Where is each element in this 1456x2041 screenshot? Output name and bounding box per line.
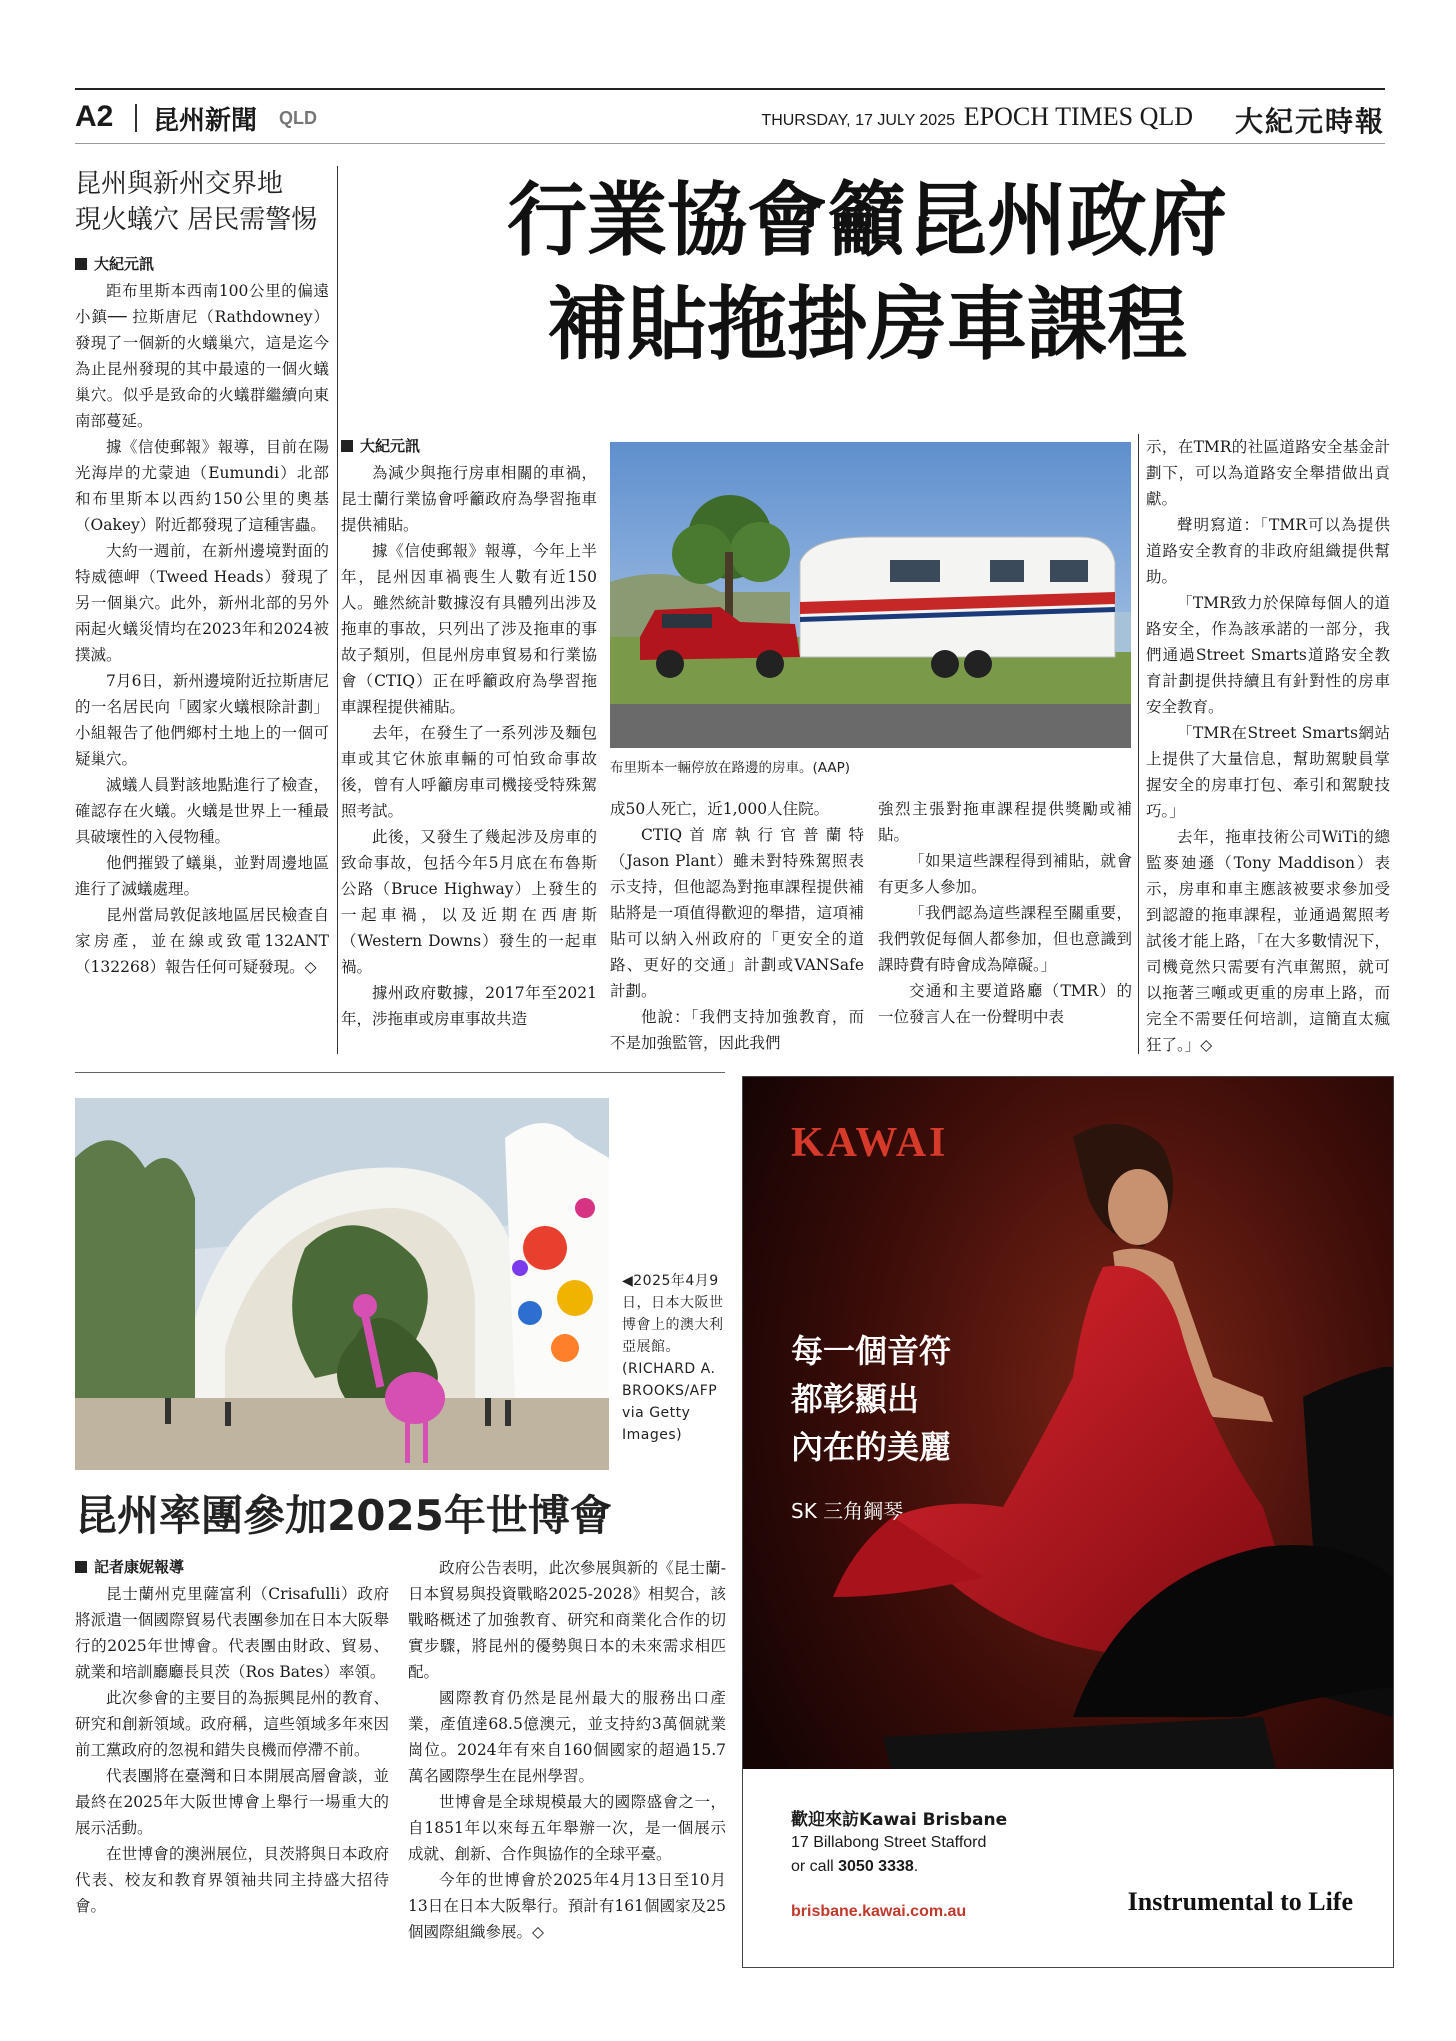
sidebar-body <box>75 278 329 980</box>
section-divider <box>75 1072 725 1073</box>
ad-tagline-line-1: 每一個音符 <box>791 1332 952 1370</box>
rv-photo-caption: 布里斯本一輛停放在路邊的房車。(AAP) <box>610 760 851 776</box>
sidebar-paragraph: 他們摧毀了蟻巢，並對周邊地區進行了滅蟻處理。 <box>75 854 329 898</box>
main-paragraph: 去年，拖車技術公司WiTi的總監麥廸遜（Tony Maddison）表示，房車和車主應該被要求參加受到認證的拖車課程，並通過駕照考試後才能上路，「在大多數情況下，司機竟然只需要有汽車駕照，就可以拖著三噸或更重的房車上路，而完全不需要任何培訓，這簡直太瘋狂了。」◇ <box>1146 828 1390 1054</box>
sidebar-paragraph: 據《信使郵報》報導，目前在陽光海岸的尤蒙迪（Eumundi）北部和布里斯本以西約150公里的奧基（Oakey）附近都發現了這種害蟲。 <box>75 438 329 534</box>
ad-street: 17 Billabong Street Stafford <box>791 1834 987 1851</box>
ad-tagline <box>791 1327 1051 1471</box>
main-paragraph: 「如果這些課程得到補貼，就會有更多人參加。 <box>878 852 1132 896</box>
header-separator <box>135 104 137 132</box>
sidebar-headline-line-1: 昆州與新州交界地 <box>75 169 284 199</box>
main-paragraph: 此後，又發生了幾起涉及房車的致命事故，包括今年5月底在布魯斯公路（Bruce Highway）上發生的一起車禍，以及近期在西唐斯（Western Downs）發生的一起車禍。 <box>341 828 597 976</box>
expo-paragraph: 政府公告表明，此次參展與新的《昆士蘭-日本貿易與投資戰略2025-2028》相契合，該戰略概述了加強教育、研究和商業化合作的切實步驟，將昆州的優勢與日本的未來需求相匹配。 <box>408 1559 726 1681</box>
ad-phone-suffix: . <box>913 1858 919 1875</box>
main-paragraph: 去年，在發生了一系列涉及麵包車或其它休旅車輛的可怕致命事故後，曾有人呼籲房車司機接受特殊駕照考試。 <box>341 724 597 820</box>
sidebar-paragraph: 昆州當局敦促該地區居民檢查自家房產，並在線或致電132ANT（132268）報告任何可疑發現。◇ <box>75 906 329 976</box>
page-header <box>75 100 1385 136</box>
ad-contact-panel <box>743 1769 1393 1967</box>
header-top-rule <box>75 88 1385 90</box>
ad-slogan: Instrumental to Life <box>1127 1887 1353 1916</box>
ad-tagline-line-2: 都彰顯出 <box>791 1380 920 1418</box>
main-paragraph: 據州政府數據，2017年至2021年，涉拖車或房車事故共造 <box>341 984 597 1028</box>
rv-photo <box>610 442 1131 748</box>
sidebar-paragraph: 滅蟻人員對該地點進行了檢查，確認存在火蟻。火蟻是世界上一種最具破壞性的入侵物種。 <box>75 776 329 846</box>
ad-phone-prefix: or call <box>791 1858 839 1875</box>
ad-website-link[interactable]: brisbane.kawai.com.au <box>791 1903 967 1920</box>
sidebar-byline: 大紀元訊 <box>75 252 154 276</box>
column-rule <box>337 166 338 1054</box>
sidebar-paragraph: 距布里斯本西南100公里的偏遠小鎮── 拉斯唐尼（Rathdowney）發現了一個新的火蟻巢穴，這是迄今為止昆州發現的其中最遠的一個火蟻巢穴。似乎是致命的火蟻群繼續向東南部蔓延。 <box>75 282 329 430</box>
main-column-3 <box>878 796 1132 1030</box>
main-paragraph: 聲明寫道：「TMR可以為提供道路安全教育的非政府組織提供幫助。 <box>1146 516 1390 586</box>
main-paragraph: 「我們認為這些課程至關重要，我們敦促每個人都參加，但也意識到課時費有時會成為障礙。」 <box>878 904 1132 974</box>
ad-phone-line <box>791 1855 1051 1879</box>
main-byline: 大紀元訊 <box>341 434 420 458</box>
issue-date: THURSDAY, 17 JULY 2025 <box>761 112 955 129</box>
header-bottom-rule <box>75 143 1385 144</box>
expo-photo-illustration <box>75 1098 609 1470</box>
masthead-english: EPOCH TIMES QLD <box>963 102 1193 131</box>
sidebar-paragraph: 大約一週前，在新州邊境對面的特威德岬（Tweed Heads）發現了另一個巢穴。此外，新州北部的另外兩起火蟻災情均在2023年和2024被撲滅。 <box>75 542 329 664</box>
main-column-4 <box>1146 434 1390 1058</box>
sidebar-headline <box>75 166 335 238</box>
ad-tagline-line-3: 內在的美麗 <box>791 1428 952 1466</box>
main-paragraph: 「TMR致力於保障每個人的道路安全，作為該承諾的一部分，我們通過Street Smarts道路安全教育計劃提供持續且有針對性的房車安全教育。 <box>1146 594 1390 716</box>
ad-piano-model: SK 三角鋼琴 <box>791 1499 904 1523</box>
main-paragraph-continued: 成50人死亡，近1,000人住院。 <box>610 800 830 818</box>
expo-paragraph: 今年的世博會於2025年4月13日至10月13日在日本大阪舉行。預計有161個國家及25個國際組織參展。◇ <box>408 1871 726 1941</box>
ad-phone[interactable]: 3050 3338 <box>838 1858 914 1875</box>
kawai-advertisement[interactable] <box>742 1076 1394 1968</box>
expo-column-1 <box>75 1581 389 1919</box>
region-tag: QLD <box>279 108 317 128</box>
expo-photo-caption: ◀2025年4月9日，日本大阪世博會上的澳大利亞展館。(RICHARD A. BROOKS/AFP via Getty Images) <box>622 1273 724 1443</box>
expo-paragraph: 昆士蘭州克里薩富利（Crisafulli）政府將派遣一個國際貿易代表團參加在日本大阪舉行的2025年世博會。代表團由財政、貿易、就業和培訓廳廳長貝茨（Ros Bates）率領。 <box>75 1585 389 1681</box>
main-paragraph: 「TMR在Street Smarts網站上提供了大量信息，幫助駕駛員掌握安全的房車打包、牽引和駕駛技巧。」 <box>1146 724 1390 820</box>
expo-paragraph: 國際教育仍然是昆州最大的服務出口產業，產值達68.5億澳元，並支持約3萬個就業崗位。2024年有來自160個國家的超過15.7萬名國際學生在昆州學習。 <box>408 1689 726 1785</box>
page-number: A2 <box>75 100 114 133</box>
expo-byline: 記者康妮報導 <box>75 1555 184 1579</box>
section-name: 昆州新聞 <box>153 106 258 136</box>
expo-paragraph: 此次參會的主要目的為振興昆州的教育、研究和創新領域。政府稱，這些領域多年來因前工黨政府的忽視和錯失良機而停滯不前。 <box>75 1689 389 1759</box>
expo-photo <box>75 1098 609 1470</box>
main-paragraph: 交通和主要道路廳（TMR）的一位發言人在一份聲明中表 <box>878 982 1132 1026</box>
main-column-2 <box>610 796 864 1056</box>
rv-photo-illustration <box>610 442 1131 748</box>
expo-column-2 <box>408 1555 726 1945</box>
main-paragraph: 他說：「我們支持加強教育，而不是加強監管，因此我們 <box>610 1008 864 1052</box>
sidebar-headline-line-2: 現火蟻穴 居民需警惕 <box>75 205 318 235</box>
main-paragraph: CTIQ首席執行官普蘭特（Jason Plant）雖未對特殊駕照表示支持，但他認為對拖車課程提供補貼將是一項值得歡迎的舉措，這項補貼可以納入州政府的「更安全的道路、更好的交通」計劃或VANSafe計劃。 <box>610 826 864 1000</box>
expo-paragraph: 代表團將在臺灣和日本開展高層會談，並最終在2025年大阪世博會上舉行一場重大的展示活動。 <box>75 1767 389 1837</box>
kawai-logo: KAWAI <box>791 1120 949 1166</box>
main-headline <box>352 168 1382 376</box>
main-column-1 <box>341 460 597 1032</box>
ad-address <box>791 1831 1051 1879</box>
main-paragraph: 據《信使郵報》報導，今年上半年，昆州因車禍喪生人數有近150人。雖然統計數據沒有具體列出涉及拖車的事故，只列出了涉及拖車的事故子類別，但昆州房車貿易和行業協會（CTIQ）正在呼籲政府為學習拖車課程提供補貼。 <box>341 542 597 716</box>
expo-paragraph: 世博會是全球規模最大的國際盛會之一，自1851年以來每五年舉辦一次，是一個展示成就、創新、合作與協作的全球平臺。 <box>408 1793 726 1863</box>
masthead-chinese-logo: 大紀元時報 <box>1234 105 1385 138</box>
main-headline-line-1: 行業協會籲昆州政府 <box>507 173 1227 267</box>
expo-headline: 昆州率團參加2025年世博會 <box>75 1491 612 1540</box>
expo-paragraph: 在世博會的澳洲展位，貝茨將與日本政府代表、校友和教育界領袖共同主持盛大招待會。 <box>75 1845 389 1915</box>
main-headline-line-2: 補貼拖掛房車課程 <box>547 277 1187 371</box>
main-paragraph-continued: 示，在TMR的社區道路安全基金計劃下，可以為道路安全舉措做出貢獻。 <box>1146 438 1390 508</box>
main-paragraph: 為減少與拖行房車相關的車禍，昆士蘭行業協會呼籲政府為學習拖車提供補貼。 <box>341 464 597 534</box>
column-rule <box>1138 434 1139 1054</box>
sidebar-paragraph: 7月6日，新州邊境附近拉斯唐尼的一名居民向「國家火蟻根除計劃」小組報告了他們鄉村土地上的一個可疑巢穴。 <box>75 672 329 768</box>
ad-visit-text: 歡迎來訪Kawai Brisbane <box>791 1810 1008 1830</box>
main-paragraph-continued: 強烈主張對拖車課程提供獎勵或補貼。 <box>878 800 1132 844</box>
